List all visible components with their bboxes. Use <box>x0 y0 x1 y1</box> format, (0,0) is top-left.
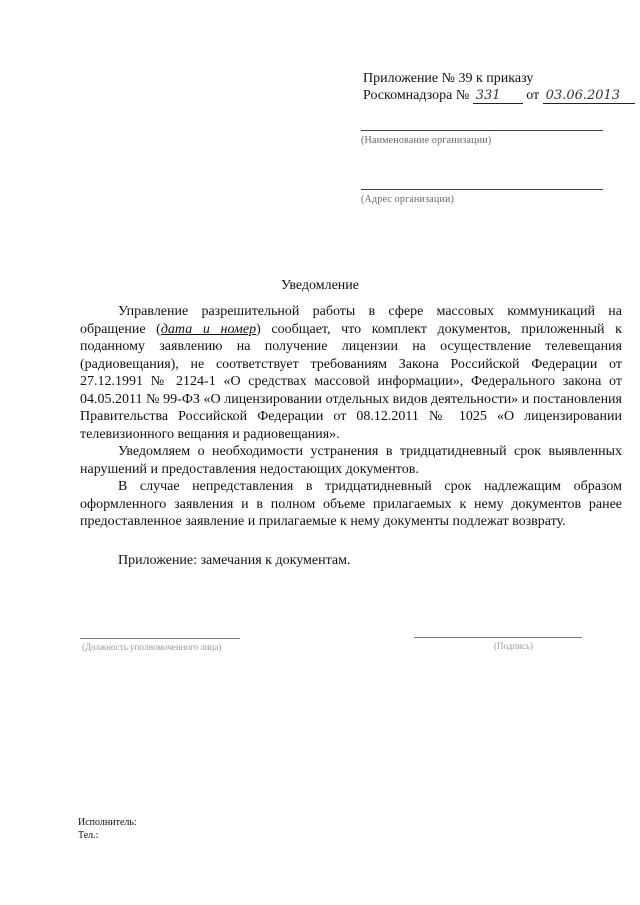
org-address-caption: (Адрес организации) <box>361 194 455 205</box>
paragraph-1-part-2: ) сообщает, что комплект документов, приложенный к поданному заявлению на получение лицензии на осуществление телевещания (радиовещания), не соответствует требованиям Закона Российской Федерации от 27.12.1991 № 2124-1 «О средствах массовой информации», Федерального закона от 04.05.2011 № 99-ФЗ «О лицензировании отдельных видов деятельности» и постановления Правительства Российской Федерации от 08.12.2011 № 1025 «О лицензировании телевизионного вещания и радиовещания». <box>80 321 622 442</box>
position-caption: (Должность уполномоченного лица) <box>82 642 222 652</box>
paragraph-2: Уведомляем о необходимости устранения в тридцатидневный срок выявленных нарушений и предоставления недостающих документов. <box>80 444 622 477</box>
handwritten-order-number: 331 <box>473 89 523 104</box>
paragraph-3: В случае непредставления в тридцатидневный срок надлежащим образом оформленного заявления и в полном объеме прилагаемых к нему документов ранее предоставленное заявление и прилагаемые к нему документы подлежат возврату. <box>80 479 622 529</box>
org-address-line <box>361 189 603 190</box>
paragraph-1 <box>80 303 622 443</box>
appendix-date-label: от <box>526 88 540 103</box>
document-title: Уведомление <box>280 278 359 293</box>
paragraph-1-part-1: Управление разрешительной работы в сфере массовых коммуникаций на обращение ( <box>80 304 622 337</box>
appendix-header <box>363 70 635 104</box>
appendix-order-label: Роскомнадзора № <box>363 88 470 103</box>
signature-line <box>414 637 582 638</box>
org-address-field <box>361 189 603 205</box>
appendix-line-1: Приложение № 39 к приказу <box>363 71 534 86</box>
org-name-caption: (Наименование организации) <box>361 135 492 146</box>
handwritten-order-date: 03.06.2013 <box>543 89 635 104</box>
date-and-number-placeholder: дата и номер <box>160 321 257 337</box>
signature-caption: (Подпись) <box>494 641 534 651</box>
footer <box>78 816 137 842</box>
executor-label: Исполнитель: <box>78 817 137 828</box>
phone-label: Тел.: <box>78 830 99 841</box>
org-name-line <box>361 130 603 131</box>
org-name-field <box>361 130 603 146</box>
position-signature-line <box>80 638 240 639</box>
notification-body <box>80 303 622 531</box>
attachment-line: Приложение: замечания к документам. <box>118 553 351 568</box>
appendix-line-2 <box>363 87 635 104</box>
